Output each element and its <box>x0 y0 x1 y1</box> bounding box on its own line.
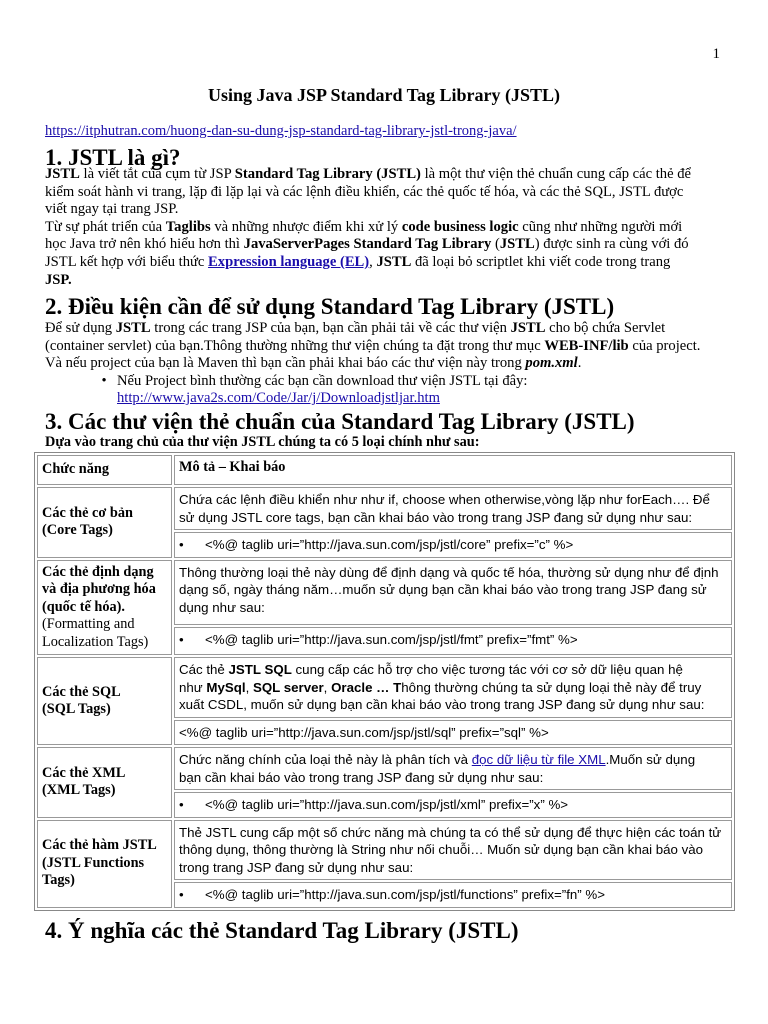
s2-l3-bold-italic: pom.xml <box>525 355 578 372</box>
s2-bullet-link-row <box>45 390 735 408</box>
s1-l5-text-2: ( <box>491 236 500 253</box>
s1-l6-text-3: đã loại bỏ scriptlet khi viết code trong trang <box>411 253 671 270</box>
fmt-name-2: và địa phương hóa <box>42 581 156 597</box>
fn-desc-1: Thẻ JSTL cung cấp một số chức năng mà chúng ta có thể sử dụng để thực hiện các toán tử <box>179 824 722 840</box>
s1-line-7 <box>45 272 735 290</box>
s1-l1-text-1: là viết tắt của cụm từ JSP <box>79 166 235 182</box>
s1-l6-text-2: , <box>369 253 377 270</box>
fmt-desc-1: Thông thường loại thẻ này dùng để định dạng và quốc tế hóa, thường sử dụng như để định <box>179 564 719 580</box>
source-url-link[interactable]: https://itphutran.com/huong-dan-su-dung-jsp-standard-tag-library-jstl-trong-java/ <box>45 123 517 139</box>
read-xml-data-link[interactable]: đọc dữ liệu từ file XML <box>471 752 606 767</box>
s1-line-1 <box>45 166 735 184</box>
sql-tags-name <box>37 657 172 745</box>
sql-sub: (SQL Tags) <box>42 701 111 717</box>
xml-tags-description <box>174 747 732 790</box>
s2-l1-bold-1: JSTL <box>115 320 151 336</box>
bullet-dot: • <box>179 537 184 552</box>
table-row-fn <box>37 820 732 881</box>
section-2-body <box>45 320 735 408</box>
bullet-dot: • <box>179 797 184 812</box>
fmt-taglib-cell <box>174 627 732 655</box>
fmt-name-4: (Formatting and <box>42 616 135 632</box>
fn-desc-2: thông dụng, thông thường là String như nối chuỗi… Muốn sử dụng bạn cần khai báo vào <box>179 842 704 857</box>
expression-language-link[interactable]: Expression language (EL) <box>208 253 370 270</box>
core-name: Các thẻ cơ bản <box>42 504 133 521</box>
sql-d2-text-1: như <box>179 679 207 695</box>
table-row-fmt <box>37 560 732 626</box>
sql-d2-bold-1: MySql <box>206 679 246 695</box>
core-desc-1: Chứa các lệnh điều khiển như như if, choose when otherwise,vòng lặp như forEach…. Để <box>179 492 710 507</box>
bullet-dot: • <box>101 372 107 389</box>
fn-taglib-cell <box>174 882 732 908</box>
xml-desc-2: bạn cần khai báo vào trong trang JSP đang sử dụng như sau: <box>179 769 544 785</box>
fn-desc-3: trong trang JSP đang sử dụng như sau: <box>179 859 414 875</box>
header-description: Mô tả – Khai báo <box>174 455 732 485</box>
s1-l7-bold: JSP. <box>45 271 72 288</box>
s1-l1-bold-1: JSTL <box>45 166 80 182</box>
s2-l1-text-2: trong các trang JSP của bạn, bạn cần phải tải về các thư viện <box>150 320 511 336</box>
sql-desc-2 <box>179 679 727 697</box>
sql-d2-text-3: , <box>323 679 332 695</box>
s2-l2-text-2: của project. <box>628 337 701 354</box>
bullet-dot: • <box>179 887 184 902</box>
fn-tags-name <box>37 820 172 908</box>
s2-line-1 <box>45 320 735 338</box>
sql-d2-text-2: , <box>245 679 253 695</box>
fmt-tags-name <box>37 560 172 656</box>
document-title: Using Java JSP Standard Tag Library (JSTL) <box>207 85 561 105</box>
core-taglib-cell <box>174 532 732 558</box>
sql-d2-text-4: hông thường chúng ta sử dụng loại thẻ này để truy <box>401 679 702 695</box>
fmt-tags-description <box>174 560 732 626</box>
sql-name: Các thẻ SQL <box>42 683 121 700</box>
xml-d1-text-1: Chức năng chính của loại thẻ này là phân tích và <box>179 752 472 767</box>
s2-l1-bold-2: JSTL <box>510 320 546 336</box>
s1-l4-bold-1: Taglibs <box>165 218 211 235</box>
xml-desc-1 <box>179 751 727 769</box>
s1-line-2: kiểm soát hành vi trang, lặp đi lặp lại và các lệnh điều khiển, các thẻ quốc tế hóa, và các thẻ SQL, JSTL được <box>45 183 684 200</box>
section-1-body <box>45 166 735 289</box>
fmt-desc-3: dụng như sau: <box>179 599 265 615</box>
s2-bullet-text: Nếu Project bình thường các bạn cần download thư viện JSTL tại đây: <box>117 372 528 389</box>
sql-d2-bold-3: Oracle … T <box>331 679 402 695</box>
page-number: 1 <box>712 46 720 62</box>
jstl-tag-library-table <box>34 452 735 911</box>
xml-sub: (XML Tags) <box>42 782 116 799</box>
sql-d1-bold-1: JSTL SQL <box>228 662 292 677</box>
s1-l4-bold-2: code business logic <box>401 218 519 235</box>
s1-l4-text-2: và những nhược điểm khi xử lý <box>210 218 402 235</box>
java2s-download-link[interactable]: http://www.java2s.com/Code/Jar/j/Downloadjstljar.htm <box>117 390 440 407</box>
s1-l6-bold-1: JSTL <box>376 253 412 270</box>
s1-line-5 <box>45 236 735 254</box>
fn-tags-description <box>174 820 732 881</box>
bullet-dot: • <box>179 632 184 648</box>
fn-name-2: (JSTL Functions <box>42 854 145 871</box>
xml-d1-text-2: .Muốn sử dụng <box>605 752 696 767</box>
s1-line-6 <box>45 254 735 272</box>
s1-l1-text-2: là một thư viện thẻ chuẩn cung cấp các thẻ để <box>420 166 692 182</box>
core-desc-2: sử dụng JSTL core tags, bạn cần khai báo vào trong trang JSP đang sử dụng như sau: <box>179 509 693 525</box>
s2-l2-text-1: (container servlet) của bạn.Thông thường những thư viện chúng ta đặt trong thư mục <box>45 337 545 354</box>
sql-d2-bold-2: SQL server <box>252 679 324 695</box>
core-taglib-text: <%@ taglib uri=”http://java.sun.com/jsp/jstl/core” prefix=”c” %> <box>205 537 574 552</box>
fmt-name-5: Localization Tags) <box>42 633 149 650</box>
fmt-name-3: (quốc tế hóa). <box>42 598 125 615</box>
xml-taglib-text: <%@ taglib uri=”http://java.sun.com/jsp/jstl/xml” prefix=”x” %> <box>205 797 569 812</box>
s2-l1-text-3: cho bộ chứa Servlet <box>545 320 666 336</box>
section-4-heading: 4. Ý nghĩa các thẻ Standard Tag Library (JSTL) <box>45 918 519 943</box>
sql-desc-1 <box>179 661 727 679</box>
table-row-sql <box>37 657 732 718</box>
s2-line-2 <box>45 338 735 356</box>
sql-tags-description <box>174 657 732 718</box>
fmt-desc-2: dạng số, ngày tháng năm…muốn sử dụng bạn cần khai báo vào trong trang JSP đang sử <box>179 582 707 597</box>
section-3-heading: 3. Các thư viện thẻ chuẩn của Standard Tag Library (JSTL) <box>45 409 635 434</box>
sql-taglib-cell: <%@ taglib uri=”http://java.sun.com/jsp/jstl/sql” prefix=”sql” %> <box>174 720 732 746</box>
section-2-heading: 2. Điều kiện cần để sử dụng Standard Tag Library (JSTL) <box>45 294 615 319</box>
s1-line-3: viết ngay tại trang JSP. <box>45 201 179 218</box>
s1-l4-text-1: Từ sự phát triển của <box>45 218 166 235</box>
s1-l5-text-1: học Java trở nên khó hiểu hơn thì <box>45 236 244 253</box>
section-3-intro: Dựa vào trang chủ của thư viện JSTL chúng ta có 5 loại chính như sau: <box>45 434 480 450</box>
sql-d1-text-1: Các thẻ <box>179 662 229 677</box>
s1-l4-text-3: cũng như những người mới <box>518 218 683 235</box>
fn-taglib-text: <%@ taglib uri=”http://java.sun.com/jsp/jstl/functions” prefix=”fn” %> <box>205 887 606 902</box>
s2-l2-bold-1: WEB-INF/lib <box>544 337 629 354</box>
fn-name-3: Tags) <box>42 872 75 889</box>
s2-l1-text-1: Để sử dụng <box>45 320 116 336</box>
xml-name: Các thẻ XML <box>42 764 126 781</box>
sql-d1-text-2: cung cấp các hỗ trợ cho việc tương tác với cơ sở dữ liệu quan hệ <box>291 662 683 677</box>
s1-l6-text-1: JSTL kết hợp với biểu thức <box>45 253 209 270</box>
table-row-xml <box>37 747 732 790</box>
xml-tags-name <box>37 747 172 818</box>
sql-desc-3: xuất CSDL, muốn sử dụng bạn cần khai báo vào trong trang JSP đang sử dụng như sau: <box>179 697 705 712</box>
fmt-name-1: Các thẻ định dạng <box>42 563 154 580</box>
s2-bullet-item <box>45 373 735 391</box>
xml-taglib-cell <box>174 792 732 818</box>
s2-line-3 <box>45 355 735 373</box>
section-1-heading: 1. JSTL là gì? <box>45 145 181 170</box>
s1-line-4 <box>45 219 735 237</box>
fn-name-1: Các thẻ hàm JSTL <box>42 837 157 854</box>
s1-l1-bold-2: Standard Tag Library (JSTL) <box>234 166 421 182</box>
table-header-row <box>37 455 732 485</box>
fmt-taglib-text: <%@ taglib uri=”http://java.sun.com/jsp/jstl/fmt” prefix=”fmt” %> <box>205 632 578 648</box>
s2-l3-text-2: . <box>577 355 582 372</box>
s1-l5-bold-1: JavaServerPages Standard Tag Library <box>243 236 492 253</box>
core-sub: (Core Tags) <box>42 522 113 539</box>
table-row-core <box>37 487 732 530</box>
core-tags-description <box>174 487 732 530</box>
core-tags-name <box>37 487 172 558</box>
s1-l5-text-3: ) được sinh ra cùng với đó <box>534 236 689 253</box>
s2-l3-text-1: Và nếu project của bạn là Maven thì bạn cần phải khai báo các thư viện này trong <box>45 355 526 372</box>
s1-l5-bold-2: JSTL <box>499 236 535 253</box>
header-function: Chức năng <box>37 455 172 485</box>
